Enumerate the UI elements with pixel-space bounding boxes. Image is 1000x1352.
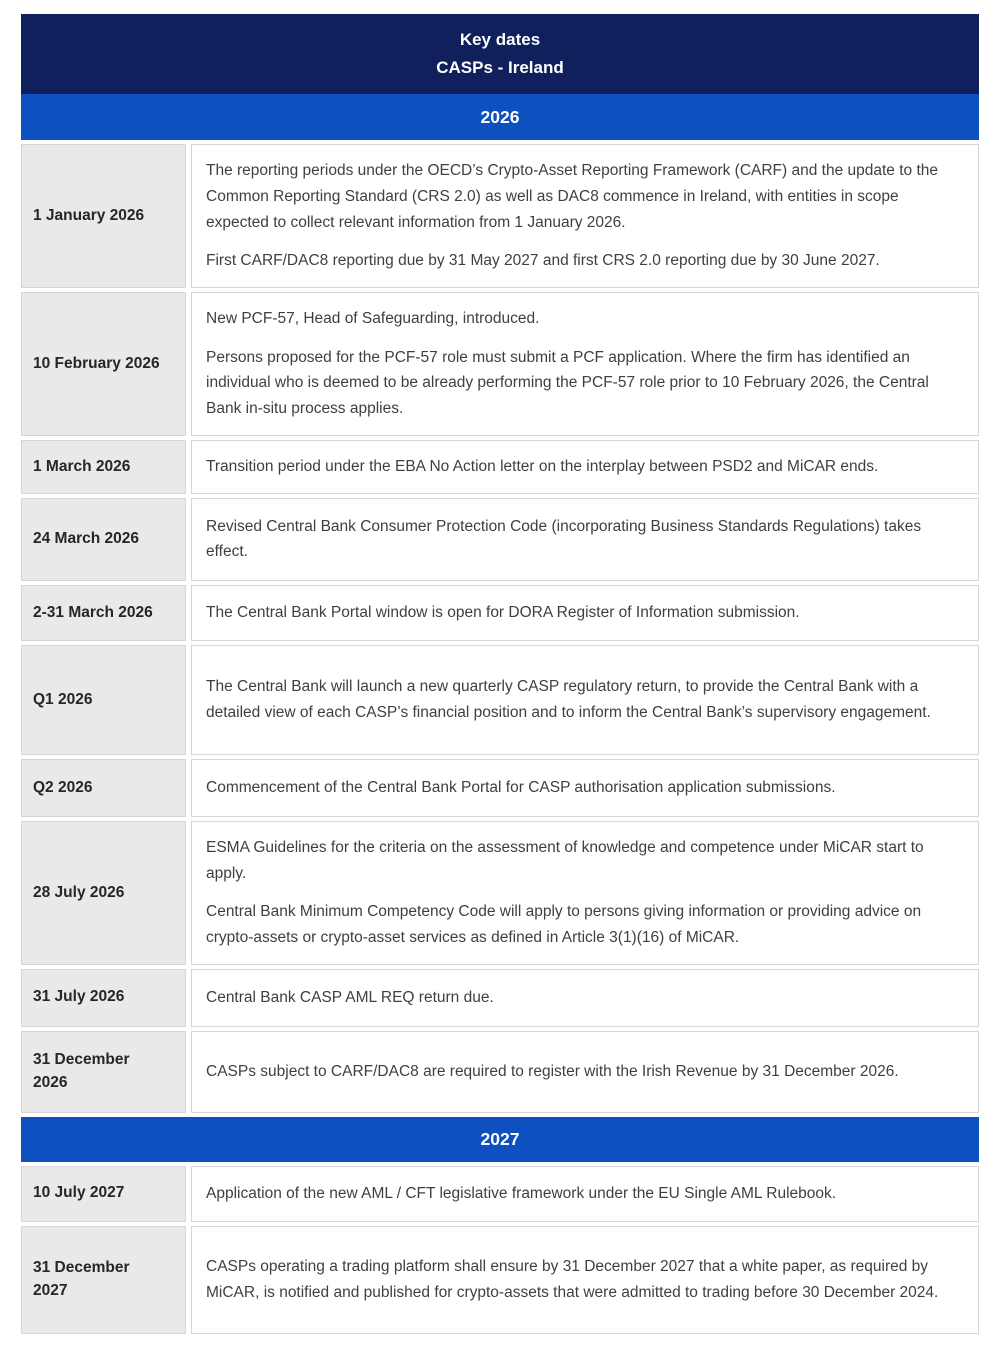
table-row bbox=[21, 821, 979, 965]
table-title bbox=[21, 14, 979, 94]
description-cell bbox=[191, 1226, 979, 1334]
description-paragraph: Persons proposed for the PCF-57 role must submit a PCF application. Where the firm has identified an individual who is deemed to be already performing the PCF-57 role prior to 10 February 2026, the Central Bank in-situ process applies. bbox=[206, 348, 929, 418]
description-paragraph: Transition period under the EBA No Action letter on the interplay between PSD2 and MiCAR ends. bbox=[206, 457, 879, 475]
date-cell: 10 February 2026 bbox=[21, 292, 186, 436]
table-row bbox=[21, 585, 979, 641]
description-paragraph: The Central Bank Portal window is open for DORA Register of Information submission. bbox=[206, 603, 800, 621]
date-cell: 1 January 2026 bbox=[21, 144, 186, 288]
table-row bbox=[21, 440, 979, 494]
table-title-line1: Key dates bbox=[459, 30, 541, 49]
table-row bbox=[21, 759, 979, 817]
table-row bbox=[21, 292, 979, 436]
table-row bbox=[21, 144, 979, 288]
date-cell: 31 December 2026 bbox=[21, 1031, 186, 1113]
description-paragraph: The reporting periods under the OECD’s Crypto-Asset Reporting Framework (CARF) and the update to the Common Reporting Standard (CRS 2.0) as well as DAC8 commence in Ireland, with entities in scope expected to collect relevant information from 1 January 2026. bbox=[206, 162, 938, 231]
description-cell bbox=[191, 969, 979, 1027]
table-row bbox=[21, 498, 979, 581]
description-cell bbox=[191, 585, 979, 641]
description-paragraph: Central Bank Minimum Competency Code will apply to persons giving information or providing advice on crypto-assets or crypto-asset services as defined in Article 3(1)(16) of MiCAR. bbox=[206, 903, 922, 946]
table-row bbox=[21, 1031, 979, 1113]
description-paragraph: Commencement of the Central Bank Portal for CASP authorisation application submissions. bbox=[206, 778, 836, 796]
description-cell bbox=[191, 144, 979, 288]
year-header-2026: 2026 bbox=[21, 94, 979, 140]
description-paragraph: First CARF/DAC8 reporting due by 31 May 2027 and first CRS 2.0 reporting due by 30 June 2027. bbox=[206, 252, 880, 270]
description-cell bbox=[191, 1166, 979, 1222]
description-paragraph: ESMA Guidelines for the criteria on the assessment of knowledge and competence under MiCAR start to apply. bbox=[206, 838, 924, 882]
description-cell bbox=[191, 759, 979, 817]
table-header-group bbox=[21, 14, 979, 140]
table-row bbox=[21, 645, 979, 755]
date-cell: 10 July 2027 bbox=[21, 1166, 186, 1222]
date-cell: Q2 2026 bbox=[21, 759, 186, 817]
date-cell: 31 July 2026 bbox=[21, 969, 186, 1027]
table-row bbox=[21, 1226, 979, 1334]
description-paragraph: CASPs operating a trading platform shall ensure by 31 December 2027 that a white paper, as required by MiCAR, is notified and published for crypto-assets that were admitted to trading before 30 December 2024. bbox=[206, 1257, 939, 1301]
description-cell bbox=[191, 292, 979, 436]
description-cell bbox=[191, 440, 979, 494]
description-paragraph: New PCF-57, Head of Safeguarding, introduced. bbox=[206, 309, 540, 327]
year-header-2027: 2027 bbox=[21, 1117, 979, 1162]
table-title-line2: CASPs - Ireland bbox=[436, 57, 564, 77]
date-cell: 31 December 2027 bbox=[21, 1226, 186, 1334]
table-row bbox=[21, 969, 979, 1027]
description-cell bbox=[191, 1031, 979, 1113]
date-cell: 24 March 2026 bbox=[21, 498, 186, 581]
description-paragraph: Central Bank CASP AML REQ return due. bbox=[206, 988, 494, 1006]
date-cell: 1 March 2026 bbox=[21, 440, 186, 494]
date-cell: 28 July 2026 bbox=[21, 821, 186, 965]
date-cell: 2-31 March 2026 bbox=[21, 585, 186, 641]
description-cell bbox=[191, 821, 979, 965]
description-cell bbox=[191, 645, 979, 755]
description-paragraph: CASPs subject to CARF/DAC8 are required to register with the Irish Revenue by 31 December 2026. bbox=[206, 1062, 899, 1080]
description-paragraph: Revised Central Bank Consumer Protection Code (incorporating Business Standards Regulations) takes effect. bbox=[206, 517, 922, 561]
description-paragraph: The Central Bank will launch a new quarterly CASP regulatory return, to provide the Central Bank with a detailed view of each CASP’s financial position and to inform the Central Bank’s supervisory engagement. bbox=[206, 678, 931, 721]
description-cell bbox=[191, 498, 979, 581]
table-row bbox=[21, 1166, 979, 1222]
date-cell: Q1 2026 bbox=[21, 645, 186, 755]
key-dates-table bbox=[21, 14, 979, 1334]
description-paragraph: Application of the new AML / CFT legislative framework under the EU Single AML Rulebook. bbox=[206, 1184, 837, 1202]
